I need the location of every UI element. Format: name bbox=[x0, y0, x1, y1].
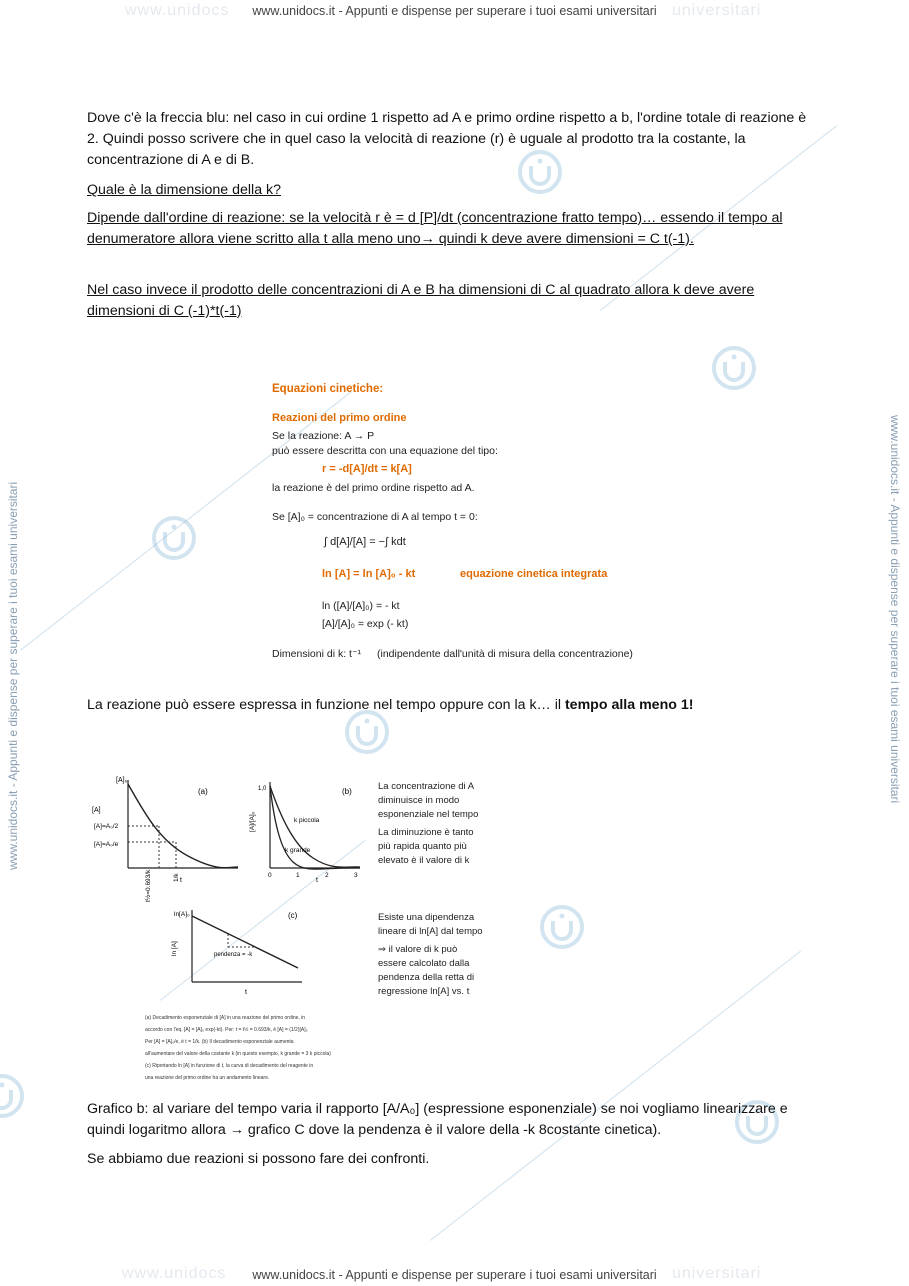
paragraph-time-bold: tempo alla meno 1! bbox=[564, 697, 694, 713]
graph-a-tau: 1/k bbox=[173, 873, 180, 882]
ghost-watermark-left-bottom: www.unidocs bbox=[122, 1265, 227, 1282]
note2-line: ⇒ il valore di k può bbox=[378, 944, 458, 955]
watermark-logo-icon bbox=[0, 1072, 26, 1120]
slide-rate-equation: r = -d[A]/dt = k[A] bbox=[322, 463, 412, 475]
watermark-logo-icon bbox=[150, 514, 198, 562]
slide-line-initial: Se [A]₀ = concentrazione di A al tempo t = 0: bbox=[272, 511, 478, 523]
graph-b-yaxis: [A]/[A]₀ bbox=[249, 811, 256, 832]
graph-c-yaxis: ln [A] bbox=[171, 941, 178, 956]
note2-line: pendenza della retta di bbox=[378, 972, 475, 983]
slide-log-equation: ln ([A]/[A]₀) = - kt bbox=[322, 600, 400, 612]
graph-a-e: [A]=A₀/e bbox=[94, 841, 119, 848]
graph-notes-1 bbox=[378, 781, 478, 866]
graph-b-small: k piccola bbox=[294, 817, 320, 824]
caption-line: Per [A] = [A]₀/e, è t = 1/k. (b) Il decadimento esponenziale aumenta bbox=[145, 1039, 294, 1045]
caption-line: una reazione del primo ordine ha un andamento lineare. bbox=[145, 1075, 270, 1081]
graph-c-top: ln[A]₀ bbox=[174, 911, 190, 918]
graph-a-t: t bbox=[180, 877, 182, 884]
slide-subtitle: Reazioni del primo ordine bbox=[272, 412, 407, 424]
slide-title: Equazioni cinetiche: bbox=[272, 383, 384, 395]
slide-line-first-order: la reazione è del primo ordine rispetto ad A. bbox=[272, 482, 475, 494]
decay-graphs-figure bbox=[88, 770, 508, 1090]
slide-integrated-label: equazione cinetica integrata bbox=[460, 568, 608, 580]
slide-dimensions-note: (indipendente dall'unità di misura della concentrazione) bbox=[377, 648, 633, 660]
slide-exp-equation: [A]/[A]₀ = exp (- kt) bbox=[322, 618, 409, 630]
note1-line: diminuisce in modo bbox=[378, 795, 460, 806]
caption-line: all'aumentare del valore della costante k (in questo esempio, k grande = 3 k piccola) bbox=[145, 1051, 331, 1057]
slide-integral: ∫ d[A]/[A] = −∫ kdt bbox=[324, 536, 406, 548]
graph-c-slope: pendenza = -k bbox=[214, 952, 253, 958]
figure-caption bbox=[145, 1015, 331, 1081]
graph-a-label: (a) bbox=[198, 787, 208, 796]
graph-b-tick-0: 0 bbox=[268, 872, 272, 879]
caption-line: accordo con l'eq. [A] = [A]₀ exp(-kt). Per: t = t½ = 0.693/k, è [A] = (1/2)[A]₀ bbox=[145, 1027, 308, 1033]
graph-b-large: k grande bbox=[285, 847, 311, 854]
slide-integrated-equation: ln [A] = ln [A]₀ - kt bbox=[322, 568, 416, 580]
note1-line: esponenziale nel tempo bbox=[378, 809, 479, 820]
arrow-icon: → bbox=[420, 231, 435, 247]
note2-line: lineare di ln[A] dal tempo bbox=[378, 926, 483, 937]
paragraph-time-text: La reazione può essere espressa in funzione nel tempo oppure con la k… il bbox=[87, 697, 561, 713]
question-heading: Quale è la dimensione della k? bbox=[87, 182, 282, 198]
note2-line: essere calcolato dalla bbox=[378, 958, 470, 969]
side-watermark-right: www.unidocs.it - Appunti e dispense per superare i tuoi esami universitari bbox=[888, 415, 902, 804]
ghost-watermark-right-top: universitari bbox=[672, 2, 762, 19]
paragraph-comparison: Se abbiamo due reazioni si possono fare dei confronti. bbox=[87, 1151, 430, 1167]
answer-1-text: Dipende dall'ordine di reazione: se la velocità r è = d [P]/dt (concentrazione fratto tempo)… essendo il tempo al denumeratore allora viene scritto alla t alla meno uno bbox=[87, 210, 783, 247]
graph-a-t12: t½=0.693/k bbox=[145, 869, 152, 902]
graph-c-t: t bbox=[245, 989, 247, 996]
graph-notes-2 bbox=[378, 912, 483, 997]
paragraph-graph-b bbox=[87, 1099, 812, 1141]
graph-b-one: 1,0 bbox=[258, 786, 267, 792]
paragraph-time bbox=[87, 695, 812, 716]
caption-line: (c) Riportando ln [A] in funzione di t, la curva di decadimento del reagente in bbox=[145, 1063, 314, 1069]
slide-line-equation-type: può essere descritta con una equazione del tipo: bbox=[272, 445, 498, 457]
note1-line: più rapida quanto più bbox=[378, 841, 467, 852]
slide-dimensions: Dimensioni di k: t⁻¹ bbox=[272, 648, 361, 660]
paragraph-graph-b-end: grafico C dove la pendenza è il valore della -k 8costante cinetica). bbox=[247, 1122, 662, 1138]
note2-line: Esiste una dipendenza bbox=[378, 912, 475, 923]
watermark-logo-icon bbox=[538, 903, 586, 951]
graph-a-half: [A]=A₀/2 bbox=[94, 823, 119, 830]
paragraph-intro: Dove c'è la freccia blu: nel caso in cui ordine 1 rispetto ad A e primo ordine rispetto a b, l'ordine totale di reazione è 2. Quindi posso scrivere che in quel caso la velocità di reazione (r) è uguale al prodotto tra la costante, la concentrazione di A e di B. bbox=[87, 110, 807, 168]
ghost-watermark-right-bottom: universitari bbox=[672, 1265, 762, 1282]
side-watermark-left: www.unidocs.it - Appunti e dispense per superare i tuoi esami universitari bbox=[6, 481, 20, 870]
graph-b-tick-2: 2 bbox=[325, 872, 329, 879]
caption-line: (a) Decadimento esponenziale di [A] in una reazione del primo ordine, in bbox=[145, 1015, 306, 1021]
graph-c bbox=[171, 910, 302, 996]
graph-b bbox=[249, 782, 360, 884]
note1-line: La diminuzione è tanto bbox=[378, 827, 474, 838]
answer-paragraph-2: Nel caso invece il prodotto delle concentrazioni di A e B ha dimensioni di C al quadrato allora k deve avere dimensioni di C (-1)*t(-1) bbox=[87, 282, 755, 319]
kinetics-slide bbox=[272, 380, 692, 670]
note1-line: La concentrazione di A bbox=[378, 781, 475, 792]
site-header: www.unidocs.it - Appunti e dispense per superare i tuoi esami universitari bbox=[252, 4, 657, 18]
answer-1-end: quindi k deve avere dimensioni = C t(-1). bbox=[438, 231, 694, 247]
graph-b-tick-1: 1 bbox=[296, 872, 300, 879]
ghost-watermark-left-top: www.unidocs bbox=[125, 2, 230, 19]
note1-line: elevato è il valore di k bbox=[378, 855, 470, 866]
slide-line-reaction: Se la reazione: A → P bbox=[272, 430, 375, 442]
graph-a-top: [A]₀ bbox=[116, 777, 128, 784]
graph-c-label: (c) bbox=[288, 911, 298, 920]
graph-b-label: (b) bbox=[342, 787, 352, 796]
arrow-icon: → bbox=[229, 1122, 244, 1138]
graph-a bbox=[92, 777, 238, 902]
graph-b-t: t bbox=[316, 877, 318, 884]
answer-paragraph-1 bbox=[87, 208, 812, 250]
graph-b-tick-3: 3 bbox=[354, 872, 358, 879]
paragraph-graph-b-text: Grafico b: al variare del tempo varia il rapporto [A/A₀] (espressione esponenziale) se noi vogliamo linearizzare e quindi logaritmo allora bbox=[87, 1101, 788, 1138]
note2-line: regressione ln[A] vs. t bbox=[378, 986, 470, 997]
watermark-logo-icon bbox=[710, 344, 758, 392]
graph-a-yaxis: [A] bbox=[92, 807, 101, 814]
site-footer: www.unidocs.it - Appunti e dispense per superare i tuoi esami universitari bbox=[252, 1268, 657, 1282]
